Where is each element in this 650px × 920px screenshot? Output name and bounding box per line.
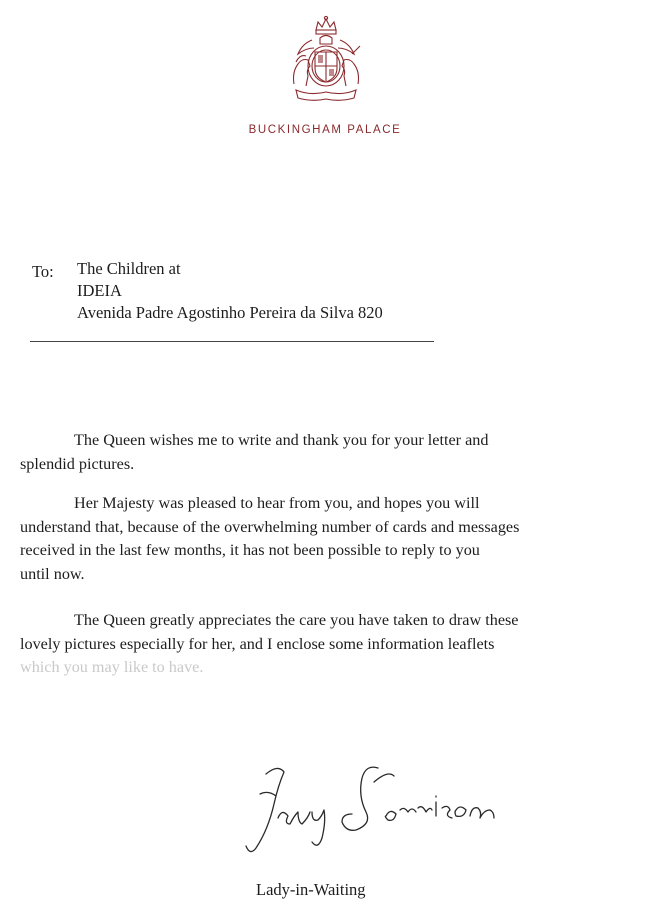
paragraph-line: understand that, because of the overwhelming number of cards and messages — [20, 517, 520, 536]
body-paragraph — [20, 609, 632, 680]
letterhead-title: BUCKINGHAM PALACE — [248, 124, 402, 136]
address-divider — [30, 341, 434, 342]
paragraph-line: lovely pictures especially for her, and I enclose some information leaflets — [20, 634, 495, 653]
signatory-role: Lady-in-Waiting — [256, 880, 366, 899]
paragraph-line: splendid pictures. — [20, 454, 135, 473]
body-paragraph — [20, 492, 632, 586]
royal-coat-of-arms-icon — [282, 14, 370, 104]
paragraph-line: received in the last few months, it has not been possible to reply to you — [20, 541, 480, 559]
paragraph-line: until now. — [20, 564, 85, 583]
paragraph-line: Her Majesty was pleased to hear from you, and hopes you will — [74, 494, 480, 512]
recipient-line: Avenida Padre Agostinho Pereira da Silva 820 — [77, 303, 383, 322]
recipient-label: To: — [32, 262, 54, 281]
paragraph-line: The Queen wishes me to write and thank you for your letter and — [74, 431, 489, 449]
paragraph-line: which you may like to have. — [20, 658, 204, 676]
recipient-line: IDEIA — [77, 281, 122, 300]
recipient-line: The Children at — [77, 259, 181, 278]
handwritten-signature — [238, 760, 508, 860]
body-paragraph — [20, 429, 632, 476]
paragraph-line: The Queen greatly appreciates the care you have taken to draw these — [74, 611, 519, 629]
